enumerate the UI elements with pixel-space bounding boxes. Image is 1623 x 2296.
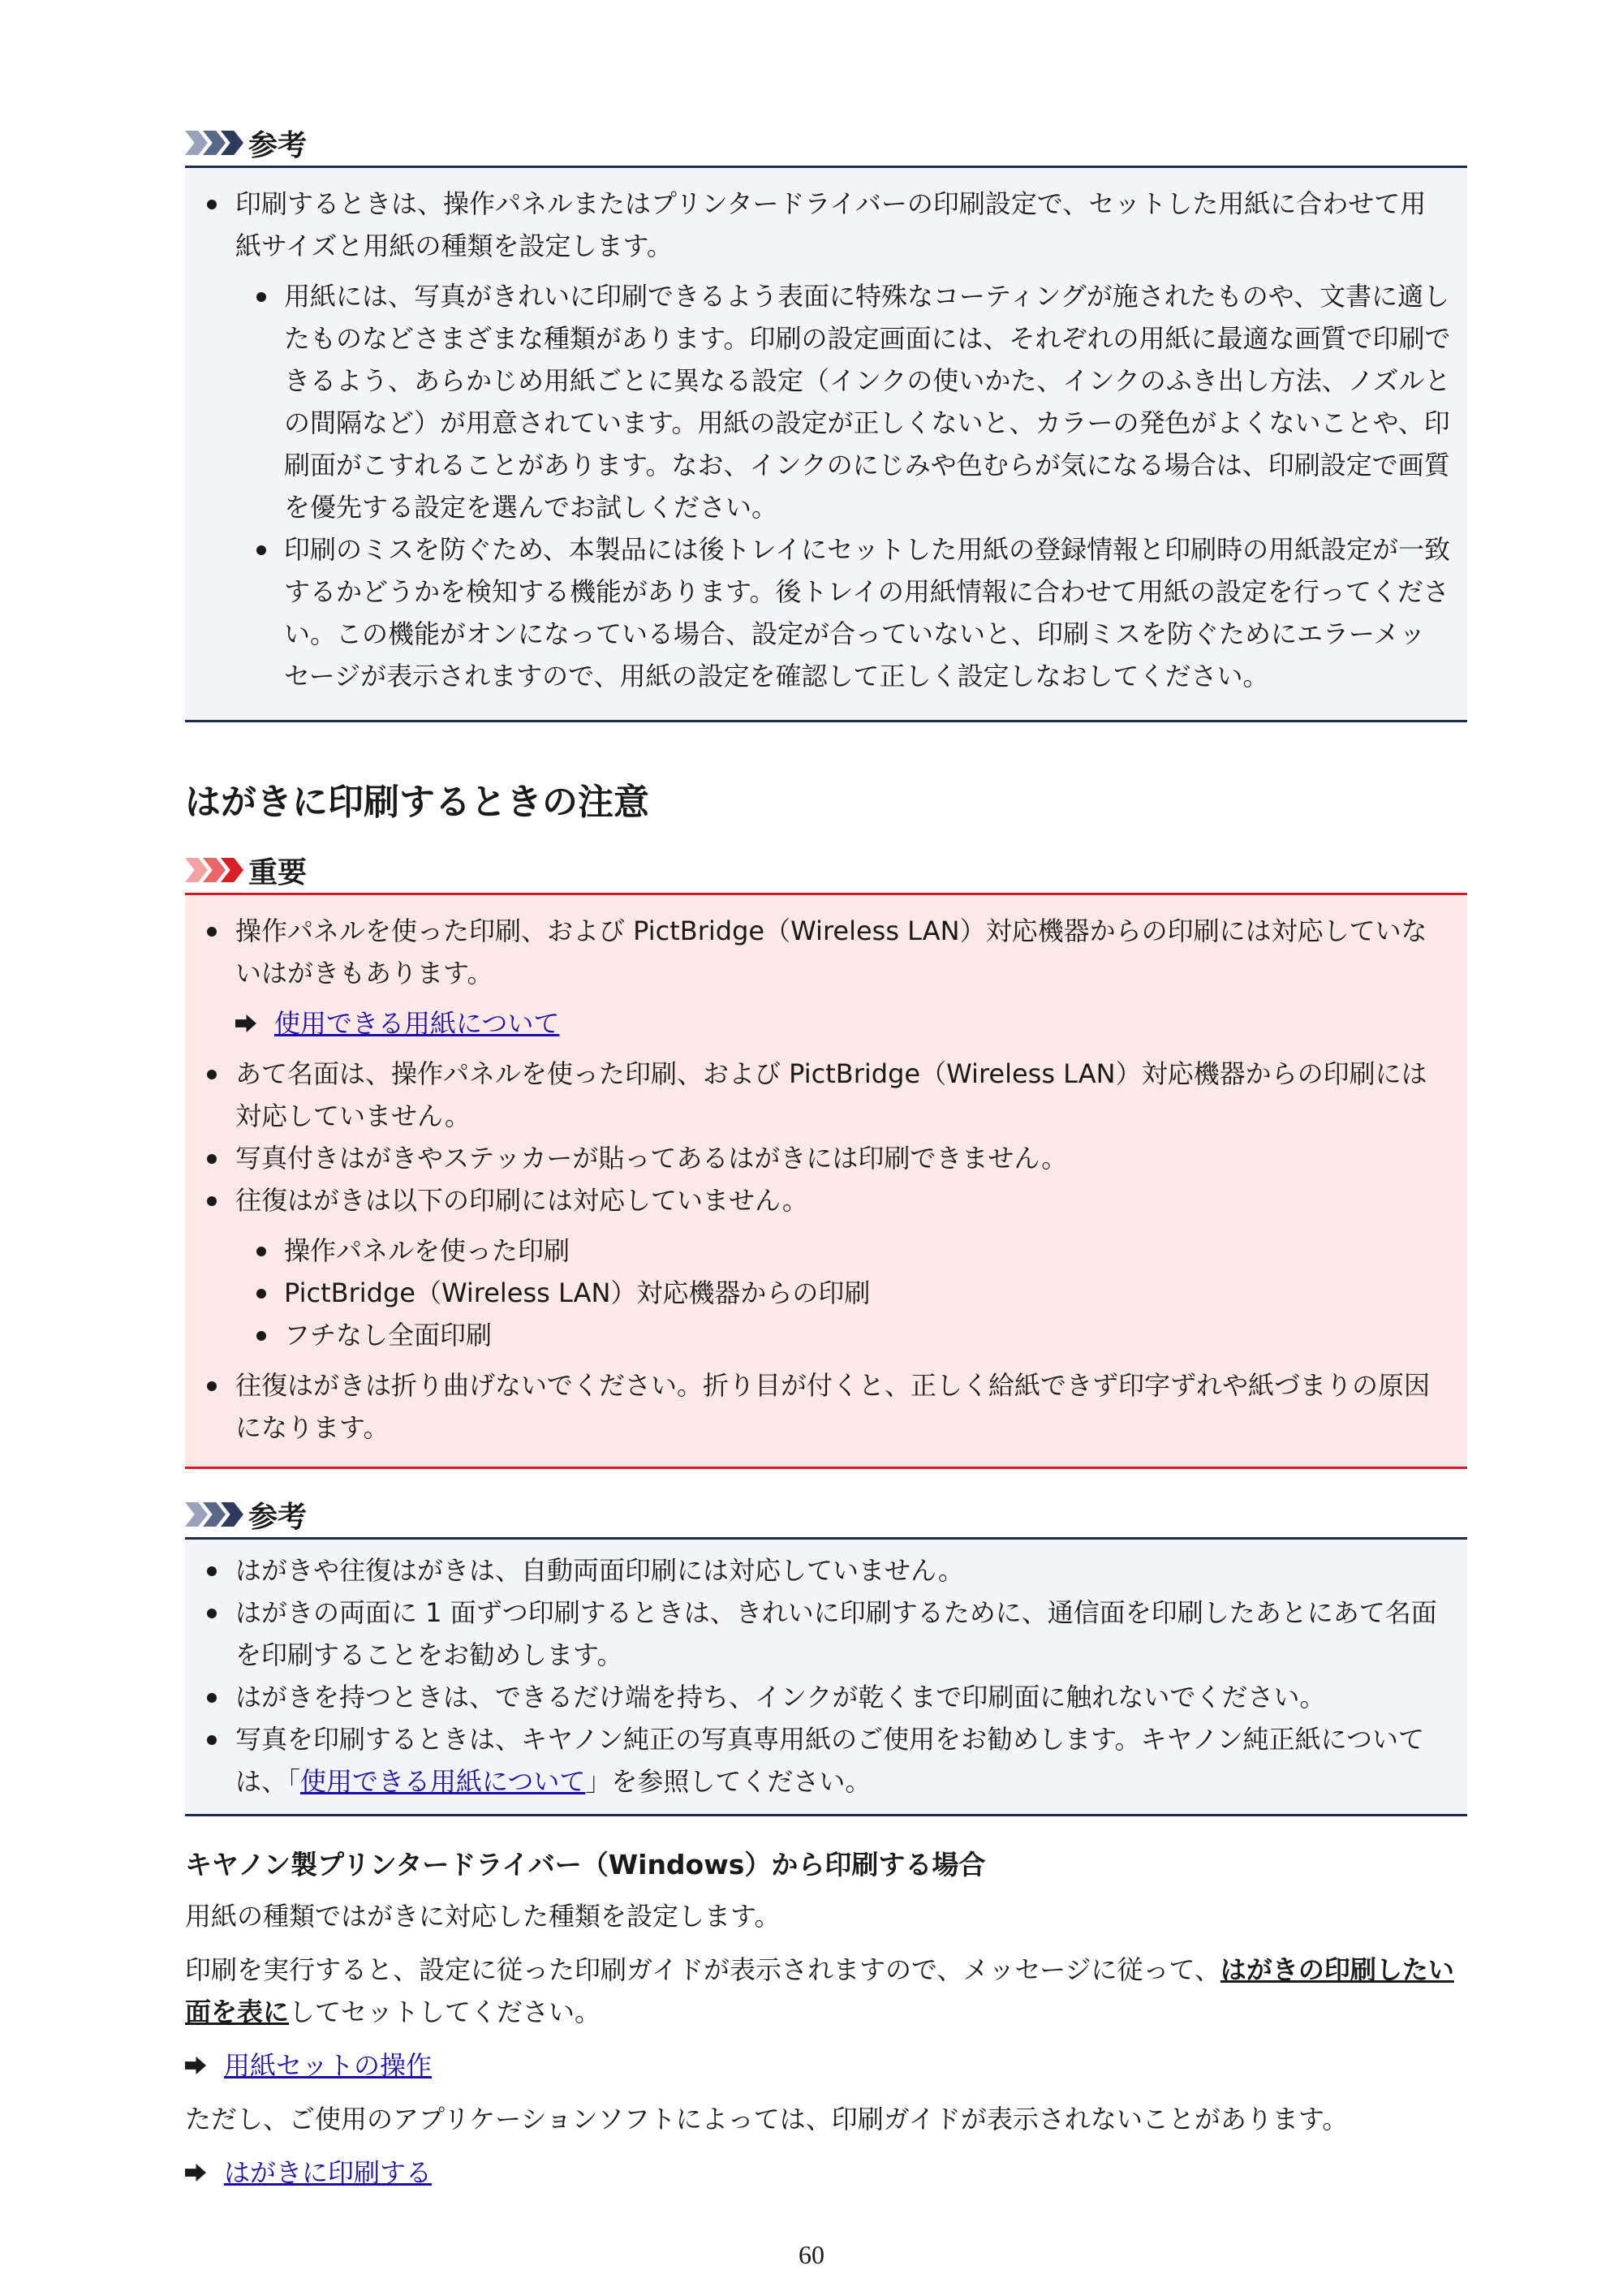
note-heading: 参考 [248,128,308,162]
sub-list-item: 用紙には、写真がきれいに印刷できるよう表面に特殊なコーティングが施されたものや、文書に適したものなどさまざまな種類があります。印刷の設定画面には、それぞれの用紙に最適な画質で印刷できるよう、あらかじめ用紙ごとに異なる設定（インクの使いかた、インクのふき出し方法、ノズルとの間隔など）が用意されています。用紙の設定が正しくないと、カラーの発色がよくないことや、印刷面がこすれることがあります。なお、インクのにじみや色むらが気になる場合は、印刷設定で画質を優先する設定を選んでお試しください。 [235,275,1451,528]
page-content [185,122,1467,2194]
link-usable-paper[interactable]: 使用できる用紙について [274,1008,560,1039]
list-item-text: 操作パネルを使った印刷、および PictBridge（Wireless LAN）対応機器からの印刷には対応していないはがきもあります。 [235,915,1427,989]
list-item [185,1718,1451,1803]
important-section [185,849,1467,1469]
paragraph [185,1949,1467,2033]
note-box [185,1537,1467,1816]
page-number: 60 [799,2240,824,2269]
section-title: はがきに印刷するときの注意 [185,782,649,823]
list-item [185,910,1451,1045]
important-chevron-icon [185,858,239,882]
note-chevron-icon [185,1502,239,1527]
arrow-right-icon [185,2057,206,2074]
emphasis-text: はがきの印刷したい面を表に [185,1954,1454,2027]
sub-list-item: 操作パネルを使った印刷 [235,1230,1451,1272]
paragraph: 用紙の種類ではがきに対応した種類を設定します。 [185,1901,781,1932]
list-item-text: 」を参照してください。 [585,1766,872,1797]
list-item: はがきの両面に 1 面ずつ印刷するときは、きれいに印刷するために、通信面を印刷したあとにあて名面を印刷することをお勧めします。 [185,1592,1451,1676]
list-item [185,183,1451,697]
sub-list-item: PictBridge（Wireless LAN）対応機器からの印刷 [235,1272,1451,1314]
list-item: あて名面は、操作パネルを使った印刷、および PictBridge（Wireless LAN）対応機器からの印刷には対応していません。 [185,1053,1451,1137]
list-item-text: 印刷するときは、操作パネルまたはプリンタードライバーの印刷設定で、セットした用紙に合わせて用紙サイズと用紙の種類を設定します。 [235,188,1427,261]
arrow-right-icon [185,2164,206,2182]
link-print-postcard[interactable]: はがきに印刷する [224,2157,433,2188]
list-item: 写真付きはがきやステッカーが貼ってあるはがきには印刷できません。 [185,1137,1451,1179]
subsection-title: キヤノン製プリンタードライバー（Windows）から印刷する場合 [185,1849,986,1880]
note-section-1 [185,122,1467,722]
link-paper-setting[interactable]: 用紙セットの操作 [224,2050,433,2081]
link-line [185,2044,1467,2087]
list-item [185,1179,1451,1356]
list-item-text: 写真を印刷するときは、キヤノン純正の写真専用紙のご使用をお勧めします。キヤノン純正紙については、「 [235,1724,1424,1797]
sub-list-item: フチなし全面印刷 [235,1314,1451,1356]
link-usable-paper[interactable]: 使用できる用紙について [300,1766,586,1797]
paragraph: ただし、ご使用のアプリケーションソフトによっては、印刷ガイドが表示されないことがあります。 [185,2104,1349,2134]
note-header [185,1493,1467,1536]
paragraph-text: 印刷を実行すると、設定に従った印刷ガイドが表示されますので、メッセージに従って、 [185,1954,1220,1985]
important-box [185,893,1467,1469]
note-section-2 [185,1493,1467,1816]
paragraph-text: してセットしてください。 [289,1997,601,2027]
important-heading: 重要 [248,855,308,890]
note-header [185,122,1467,164]
important-header [185,849,1467,891]
list-item-text: 往復はがきは以下の印刷には対応していません。 [235,1185,808,1216]
list-item: はがきを持つときは、できるだけ端を持ち、インクが乾くまで印刷面に触れないでください。 [185,1676,1451,1718]
note-chevron-icon [185,131,239,155]
note-heading: 参考 [248,1500,308,1534]
link-line [235,1002,1451,1045]
arrow-right-icon [235,1014,256,1032]
link-line [185,2152,1467,2194]
list-item: はがきや往復はがきは、自動両面印刷には対応していません。 [185,1549,1451,1592]
list-item: 往復はがきは折り曲げないでください。折り目が付くと、正しく給紙できず印字ずれや紙づまりの原因になります。 [185,1364,1451,1449]
sub-list-item: 印刷のミスを防ぐため、本製品には後トレイにセットした用紙の登録情報と印刷時の用紙設定が一致するかどうかを検知する機能があります。後トレイの用紙情報に合わせて用紙の設定を行ってください。この機能がオンになっている場合、設定が合っていないと、印刷ミスを防ぐためにエラーメッセージが表示されますので、用紙の設定を確認して正しく設定しなおしてください。 [235,528,1451,697]
note-box [185,166,1467,722]
